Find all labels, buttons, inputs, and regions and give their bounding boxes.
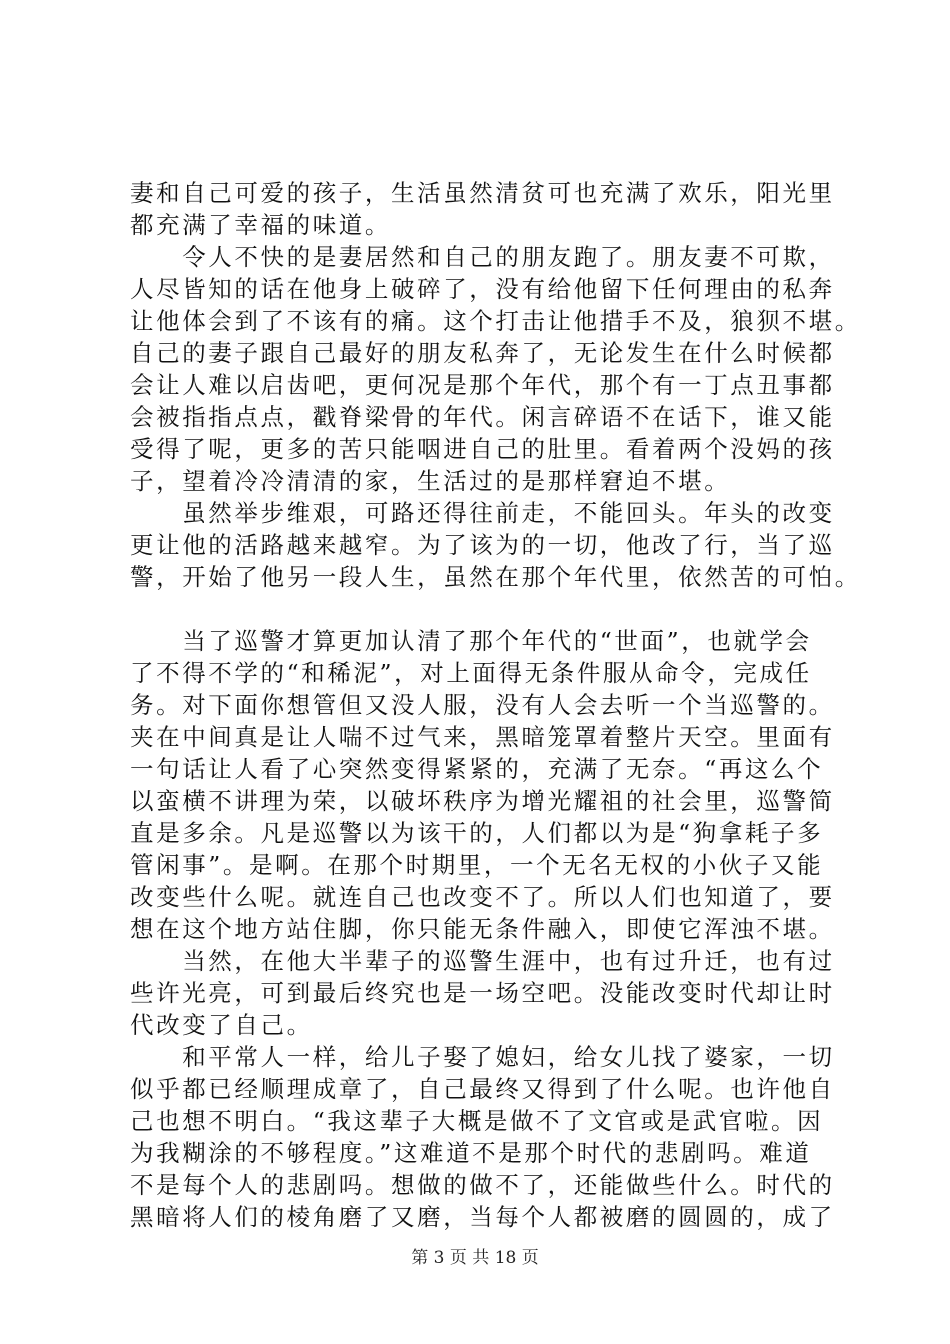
- text-line: 人尽皆知的话在他身上破碎了，没有给他留下任何理由的私奔: [130, 275, 835, 303]
- text-line: 令人不快的是妻居然和自己的朋友跑了。朋友妻不可欺，: [130, 243, 835, 271]
- text-line: 当然，在他大半辈子的巡警生涯中，也有过升迁，也有过: [130, 947, 835, 975]
- text-line: 代改变了自己。: [130, 1011, 313, 1039]
- text-line: 更让他的活路越来越窄。为了该为的一切，他改了行，当了巡: [130, 531, 835, 559]
- text-line: 妻和自己可爱的孩子，生活虽然清贫可也充满了欢乐，阳光里: [130, 179, 835, 207]
- text-line: 想在这个地方站住脚，你只能无条件融入，即使它浑浊不堪。: [130, 915, 835, 943]
- text-line: 警，开始了他另一段人生，虽然在那个年代里，依然苦的可怕。: [130, 563, 861, 591]
- text-line: 子，望着冷冷清清的家，生活过的是那样窘迫不堪。: [130, 467, 731, 495]
- page-footer: 第 3 页 共 18 页: [411, 1248, 539, 1268]
- text-line: 虽然举步维艰，可路还得往前走，不能回头。年头的改变: [130, 499, 835, 527]
- text-line: 以蛮横不讲理为荣，以破坏秩序为增光耀祖的社会里，巡警简: [130, 787, 835, 815]
- text-line: 自己的妻子跟自己最好的朋友私奔了，无论发生在什么时候都: [130, 339, 835, 367]
- text-line: 都充满了幸福的味道。: [130, 211, 391, 239]
- text-line: 不是每个人的悲剧吗。想做的做不了，还能做些什么。时代的: [130, 1171, 835, 1199]
- text-line: 务。对下面你想管但又没人服，没有人会去听一个当巡警的。: [130, 691, 835, 719]
- text-line: 让他体会到了不该有的痛。这个打击让他措手不及，狼狈不堪。: [130, 307, 861, 335]
- text-line: 些许光亮，可到最后终究也是一场空吧。没能改变时代却让时: [130, 979, 835, 1007]
- text-line: 直是多余。凡是巡警以为该干的，人们都以为是“狗拿耗子多: [130, 819, 824, 847]
- text-line: 似乎都已经顺理成章了，自己最终又得到了什么呢。也许他自: [130, 1075, 835, 1103]
- text-line: 管闲事”。是啊。在那个时期里，一个无名无权的小伙子又能: [130, 851, 824, 879]
- text-line: 一句话让人看了心突然变得紧紧的，充满了无奈。“再这么个: [130, 755, 824, 783]
- text-line: 受得了呢，更多的苦只能咽进自己的肚里。看着两个没妈的孩: [130, 435, 835, 463]
- body-text: [130, 177, 861, 1233]
- text-line: 会被指指点点，戳脊梁骨的年代。闲言碎语不在话下，谁又能: [130, 403, 835, 431]
- text-line: 黑暗将人们的棱角磨了又磨，当每个人都被磨的圆圆的，成了: [130, 1203, 835, 1231]
- text-line: 己也想不明白。“我这辈子大概是做不了文官或是武官啦。因: [130, 1107, 824, 1135]
- text-line: 和平常人一样，给儿子娶了媳妇，给女儿找了婆家，一切: [130, 1043, 835, 1071]
- text-line: 会让人难以启齿吧，更何况是那个年代，那个有一丁点丑事都: [130, 371, 835, 399]
- text-line: 夹在中间真是让人喘不过气来，黑暗笼罩着整片天空。里面有: [130, 723, 835, 751]
- blank-line: [130, 593, 838, 625]
- text-line: 了不得不学的“和稀泥”，对上面得无条件服从命令，完成任: [130, 659, 812, 687]
- text-line: 改变些什么呢。就连自己也改变不了。所以人们也知道了，要: [130, 883, 835, 911]
- text-line: 当了巡警才算更加认清了那个年代的“世面”，也就学会: [130, 627, 812, 655]
- text-line: 为我糊涂的不够程度。”这难道不是那个时代的悲剧吗。难道: [130, 1139, 812, 1167]
